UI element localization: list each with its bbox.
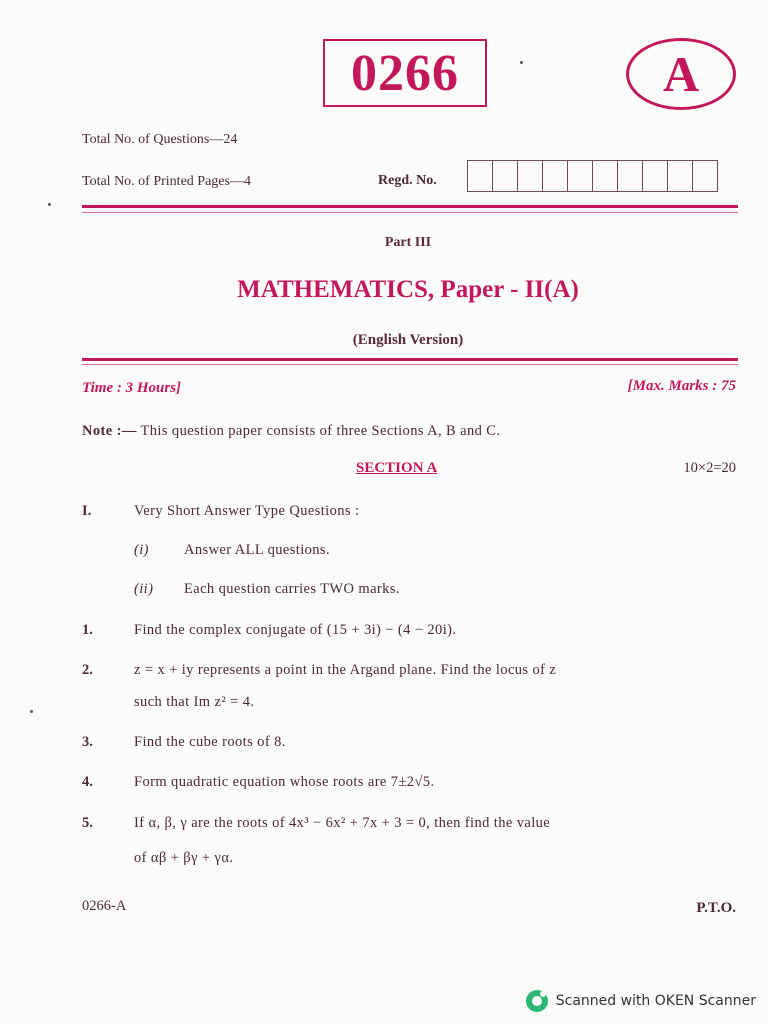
scan-speck [48, 203, 51, 206]
version-subtitle: (English Version) [352, 332, 464, 348]
total-pages: Total No. of Printed Pages—4 [82, 174, 251, 189]
regd-digit-box[interactable] [692, 160, 718, 192]
regd-label: Regd. No. [378, 173, 437, 188]
question-text-cont: such that Im z² = 4. [134, 694, 255, 710]
question-text-cont: of αβ + βγ + γα. [134, 850, 234, 866]
scan-speck [30, 710, 33, 713]
question-number: 1. [82, 622, 93, 638]
title-rule-thick [82, 358, 738, 361]
total-questions: Total No. of Questions—24 [82, 132, 238, 147]
version-oval [626, 38, 736, 110]
scanner-logo-icon [526, 990, 548, 1012]
regd-digit-box[interactable] [517, 160, 543, 192]
question-number: 5. [82, 815, 93, 831]
header-rule-thick [82, 205, 738, 208]
regd-digit-box[interactable] [492, 160, 518, 192]
question-text: Find the complex conjugate of (15 + 3i) − (4 − 20i). [134, 622, 457, 638]
regd-digit-box[interactable] [642, 160, 668, 192]
pto-label: P.T.O. [696, 900, 736, 916]
instruction-num: (i) [134, 542, 149, 558]
regd-digit-box[interactable] [617, 160, 643, 192]
question-number: 2. [82, 662, 93, 678]
footer-code: 0266-A [82, 898, 127, 914]
instruction-text: Each question carries TWO marks. [184, 581, 400, 597]
regd-digit-box[interactable] [592, 160, 618, 192]
instruction-text: Answer ALL questions. [184, 542, 331, 558]
question-text: Find the cube roots of 8. [134, 734, 286, 750]
max-marks-label: [Max. Marks : 75 [627, 378, 736, 394]
regd-digit-box[interactable] [542, 160, 568, 192]
paper-code-box [323, 39, 487, 107]
section-marks: 10×2=20 [683, 460, 736, 476]
question-text: Form quadratic equation whose roots are 7±2√5. [134, 774, 435, 790]
regd-digit-box[interactable] [667, 160, 693, 192]
time-label: Time : 3 Hours] [82, 380, 182, 396]
note [82, 423, 500, 440]
regd-number-boxes[interactable] [468, 160, 718, 192]
note-text: This question paper consists of three Sections A, B and C. [140, 423, 501, 439]
question-text: z = x + iy represents a point in the Argand plane. Find the locus of z [134, 662, 557, 678]
regd-digit-box[interactable] [467, 160, 493, 192]
page-title: MATHEMATICS, Paper - II(A) [237, 276, 579, 303]
scan-speck [520, 61, 523, 64]
instruction-num: (ii) [134, 581, 154, 597]
question-text: If α, β, γ are the roots of 4x³ − 6x² + 7x + 3 = 0, then find the value [134, 815, 551, 831]
note-label: Note :— [82, 423, 137, 439]
question-number: 3. [82, 734, 93, 750]
scanner-watermark [526, 990, 756, 1012]
section-heading: SECTION A [356, 460, 438, 476]
title-rule-thin [82, 364, 738, 365]
part-label: Part III [384, 235, 432, 250]
header-rule-thin [82, 212, 738, 213]
regd-digit-box[interactable] [567, 160, 593, 192]
version-letter: A [662, 46, 700, 102]
instructions-heading: Very Short Answer Type Questions : [134, 503, 360, 519]
question-number: 4. [82, 774, 93, 790]
scanner-text: Scanned with OKEN Scanner [555, 993, 756, 1009]
paper-code: 0266 [351, 44, 459, 102]
roman-numeral: I. [82, 503, 92, 519]
